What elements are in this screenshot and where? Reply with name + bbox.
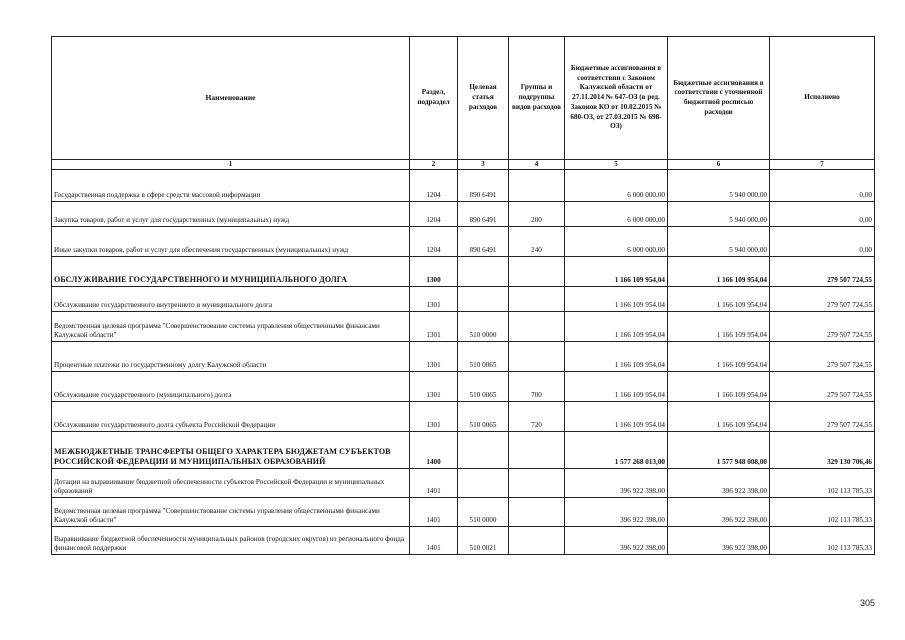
column-number: 6 [668, 160, 770, 170]
column-number: 4 [509, 160, 565, 170]
row-group [509, 342, 565, 372]
row-budget-refined: 5 940 000,00 [668, 170, 770, 202]
row-section: 1204 [410, 202, 458, 227]
table-row [52, 402, 875, 432]
row-budget-law: 396 922 398,00 [565, 498, 668, 527]
page-number: 305 [859, 598, 875, 608]
row-budget-refined: 1 166 109 954,04 [668, 402, 770, 432]
row-name: ОБСЛУЖИВАНИЕ ГОСУДАРСТВЕННОГО И МУНИЦИПАЛЬНОГО ДОЛГА [52, 257, 410, 287]
row-executed: 329 130 706,46 [770, 432, 875, 469]
header-groups: Группы и подгруппы видов расходов [509, 37, 565, 160]
budget-sheet [51, 36, 875, 555]
row-group [509, 312, 565, 342]
header-budget-law: Бюджетные ассигнования в соответствии с Законом Калужской области от 27.11.2014 № 647-ОЗ (в ред. Законов КО от 10.02.2015 № 680-ОЗ, от 27.03.2015 № 698-ОЗ) [565, 37, 668, 160]
table-row [52, 257, 875, 287]
row-name: Обслуживание государственного внутреннего и муниципального долга [52, 287, 410, 312]
row-name: Государственная поддержка в сфере средств массовой информации [52, 170, 410, 202]
header-row [52, 37, 875, 160]
column-number: 2 [410, 160, 458, 170]
row-target [458, 469, 509, 498]
row-budget-law: 1 166 109 954,04 [565, 257, 668, 287]
table-row [52, 227, 875, 257]
row-target: 510 0000 [458, 498, 509, 527]
row-target: 890 6491 [458, 202, 509, 227]
row-group: 720 [509, 402, 565, 432]
row-name: Закупка товаров, работ и услуг для государственных (муниципальных) нужд [52, 202, 410, 227]
row-section: 1300 [410, 257, 458, 287]
column-number: 1 [52, 160, 410, 170]
column-number: 5 [565, 160, 668, 170]
table-body [52, 170, 875, 555]
row-budget-refined: 1 166 109 954,04 [668, 312, 770, 342]
row-target: 510 0021 [458, 527, 509, 555]
row-name: Обслуживание государственного (муниципального) долга [52, 372, 410, 402]
row-target [458, 257, 509, 287]
row-target: 510 0000 [458, 312, 509, 342]
row-section: 1301 [410, 402, 458, 432]
row-budget-refined: 1 166 109 954,04 [668, 372, 770, 402]
row-name: Выравнивание бюджетной обеспеченности муниципальных районов (городских округов) из регионального фонда финансовой поддержки [52, 527, 410, 555]
row-executed: 279 507 724,55 [770, 287, 875, 312]
row-section: 1301 [410, 342, 458, 372]
table-row [52, 432, 875, 469]
table-row [52, 170, 875, 202]
row-section: 1401 [410, 498, 458, 527]
row-executed: 279 507 724,55 [770, 312, 875, 342]
column-number-row [52, 160, 875, 170]
table-row [52, 342, 875, 372]
row-section: 1204 [410, 170, 458, 202]
row-budget-refined: 5 940 000,00 [668, 202, 770, 227]
row-executed: 102 113 785,33 [770, 498, 875, 527]
row-budget-law: 1 166 109 954,04 [565, 312, 668, 342]
row-executed: 0,00 [770, 202, 875, 227]
row-group [509, 432, 565, 469]
table-row [52, 469, 875, 498]
row-target [458, 432, 509, 469]
header-section: Раздел, подраздел [410, 37, 458, 160]
row-executed: 279 507 724,55 [770, 372, 875, 402]
row-executed: 279 507 724,55 [770, 257, 875, 287]
row-budget-law: 1 166 109 954,04 [565, 342, 668, 372]
row-name: Обслуживание государственного долга субъекта Российской Федерации [52, 402, 410, 432]
row-name: Иные закупки товаров, работ и услуг для обеспечения государственных (муниципальных) нужд [52, 227, 410, 257]
row-name: Дотации на выравнивание бюджетной обеспеченности субъектов Российской Федерации и муниципальных образований [52, 469, 410, 498]
row-budget-law: 1 577 268 013,00 [565, 432, 668, 469]
row-executed: 279 507 724,55 [770, 402, 875, 432]
row-group [509, 527, 565, 555]
row-executed: 0,00 [770, 170, 875, 202]
column-number: 7 [770, 160, 875, 170]
row-budget-law: 1 166 109 954,04 [565, 402, 668, 432]
row-section: 1301 [410, 312, 458, 342]
row-name: МЕЖБЮДЖЕТНЫЕ ТРАНСФЕРТЫ ОБЩЕГО ХАРАКТЕРА БЮДЖЕТАМ СУБЪЕКТОВ РОССИЙСКОЙ ФЕДЕРАЦИИ И МУНИЦИПАЛЬНЫХ ОБРАЗОВАНИЙ [52, 432, 410, 469]
row-section: 1400 [410, 432, 458, 469]
row-budget-refined: 5 940 000,00 [668, 227, 770, 257]
row-budget-refined: 396 922 398,00 [668, 469, 770, 498]
row-target: 890 6491 [458, 227, 509, 257]
row-executed: 279 507 724,55 [770, 342, 875, 372]
row-name: Ведомственная целевая программа "Совершенствование системы управления общественными финансами Калужской области" [52, 498, 410, 527]
row-name: Ведомственная целевая программа "Совершенствование системы управления общественными финансами Калужской области" [52, 312, 410, 342]
row-section: 1204 [410, 227, 458, 257]
row-group [509, 257, 565, 287]
row-executed: 102 113 785,33 [770, 469, 875, 498]
row-budget-refined: 396 922 398,00 [668, 527, 770, 555]
row-budget-law: 6 000 000,00 [565, 170, 668, 202]
table-row [52, 287, 875, 312]
table-row [52, 527, 875, 555]
row-target [458, 287, 509, 312]
row-budget-law: 6 000 000,00 [565, 202, 668, 227]
row-budget-refined: 396 922 398,00 [668, 498, 770, 527]
row-group [509, 170, 565, 202]
header-target: Целевая статья расходов [458, 37, 509, 160]
header-name: Наименование [52, 37, 410, 160]
row-target: 890 6491 [458, 170, 509, 202]
row-budget-law: 6 000 000,00 [565, 227, 668, 257]
row-group [509, 498, 565, 527]
row-budget-law: 1 166 109 954,04 [565, 372, 668, 402]
row-budget-law: 396 922 398,00 [565, 527, 668, 555]
header-executed: Исполнено [770, 37, 875, 160]
row-section: 1301 [410, 287, 458, 312]
row-budget-law: 1 166 109 954,04 [565, 287, 668, 312]
row-group [509, 469, 565, 498]
row-section: 1401 [410, 469, 458, 498]
row-budget-refined: 1 166 109 954,04 [668, 257, 770, 287]
row-section: 1401 [410, 527, 458, 555]
row-target: 510 0065 [458, 342, 509, 372]
row-budget-refined: 1 577 948 008,00 [668, 432, 770, 469]
row-executed: 0,00 [770, 227, 875, 257]
table-row [52, 372, 875, 402]
row-budget-law: 396 922 398,00 [565, 469, 668, 498]
row-name: Процентные платежи по государственному долгу Калужской области [52, 342, 410, 372]
table-row [52, 202, 875, 227]
row-executed: 102 113 785,33 [770, 527, 875, 555]
row-target: 510 0065 [458, 402, 509, 432]
row-section: 1301 [410, 372, 458, 402]
row-group: 700 [509, 372, 565, 402]
table-row [52, 498, 875, 527]
row-budget-refined: 1 166 109 954,04 [668, 342, 770, 372]
budget-table [51, 36, 875, 555]
column-number: 3 [458, 160, 509, 170]
table-row [52, 312, 875, 342]
row-group: 200 [509, 202, 565, 227]
row-budget-refined: 1 166 109 954,04 [668, 287, 770, 312]
header-budget-refined: Бюджетные ассигнования в соответствии с уточненной бюджетной росписью расходов [668, 37, 770, 160]
row-target: 510 0065 [458, 372, 509, 402]
row-group [509, 287, 565, 312]
row-group: 240 [509, 227, 565, 257]
